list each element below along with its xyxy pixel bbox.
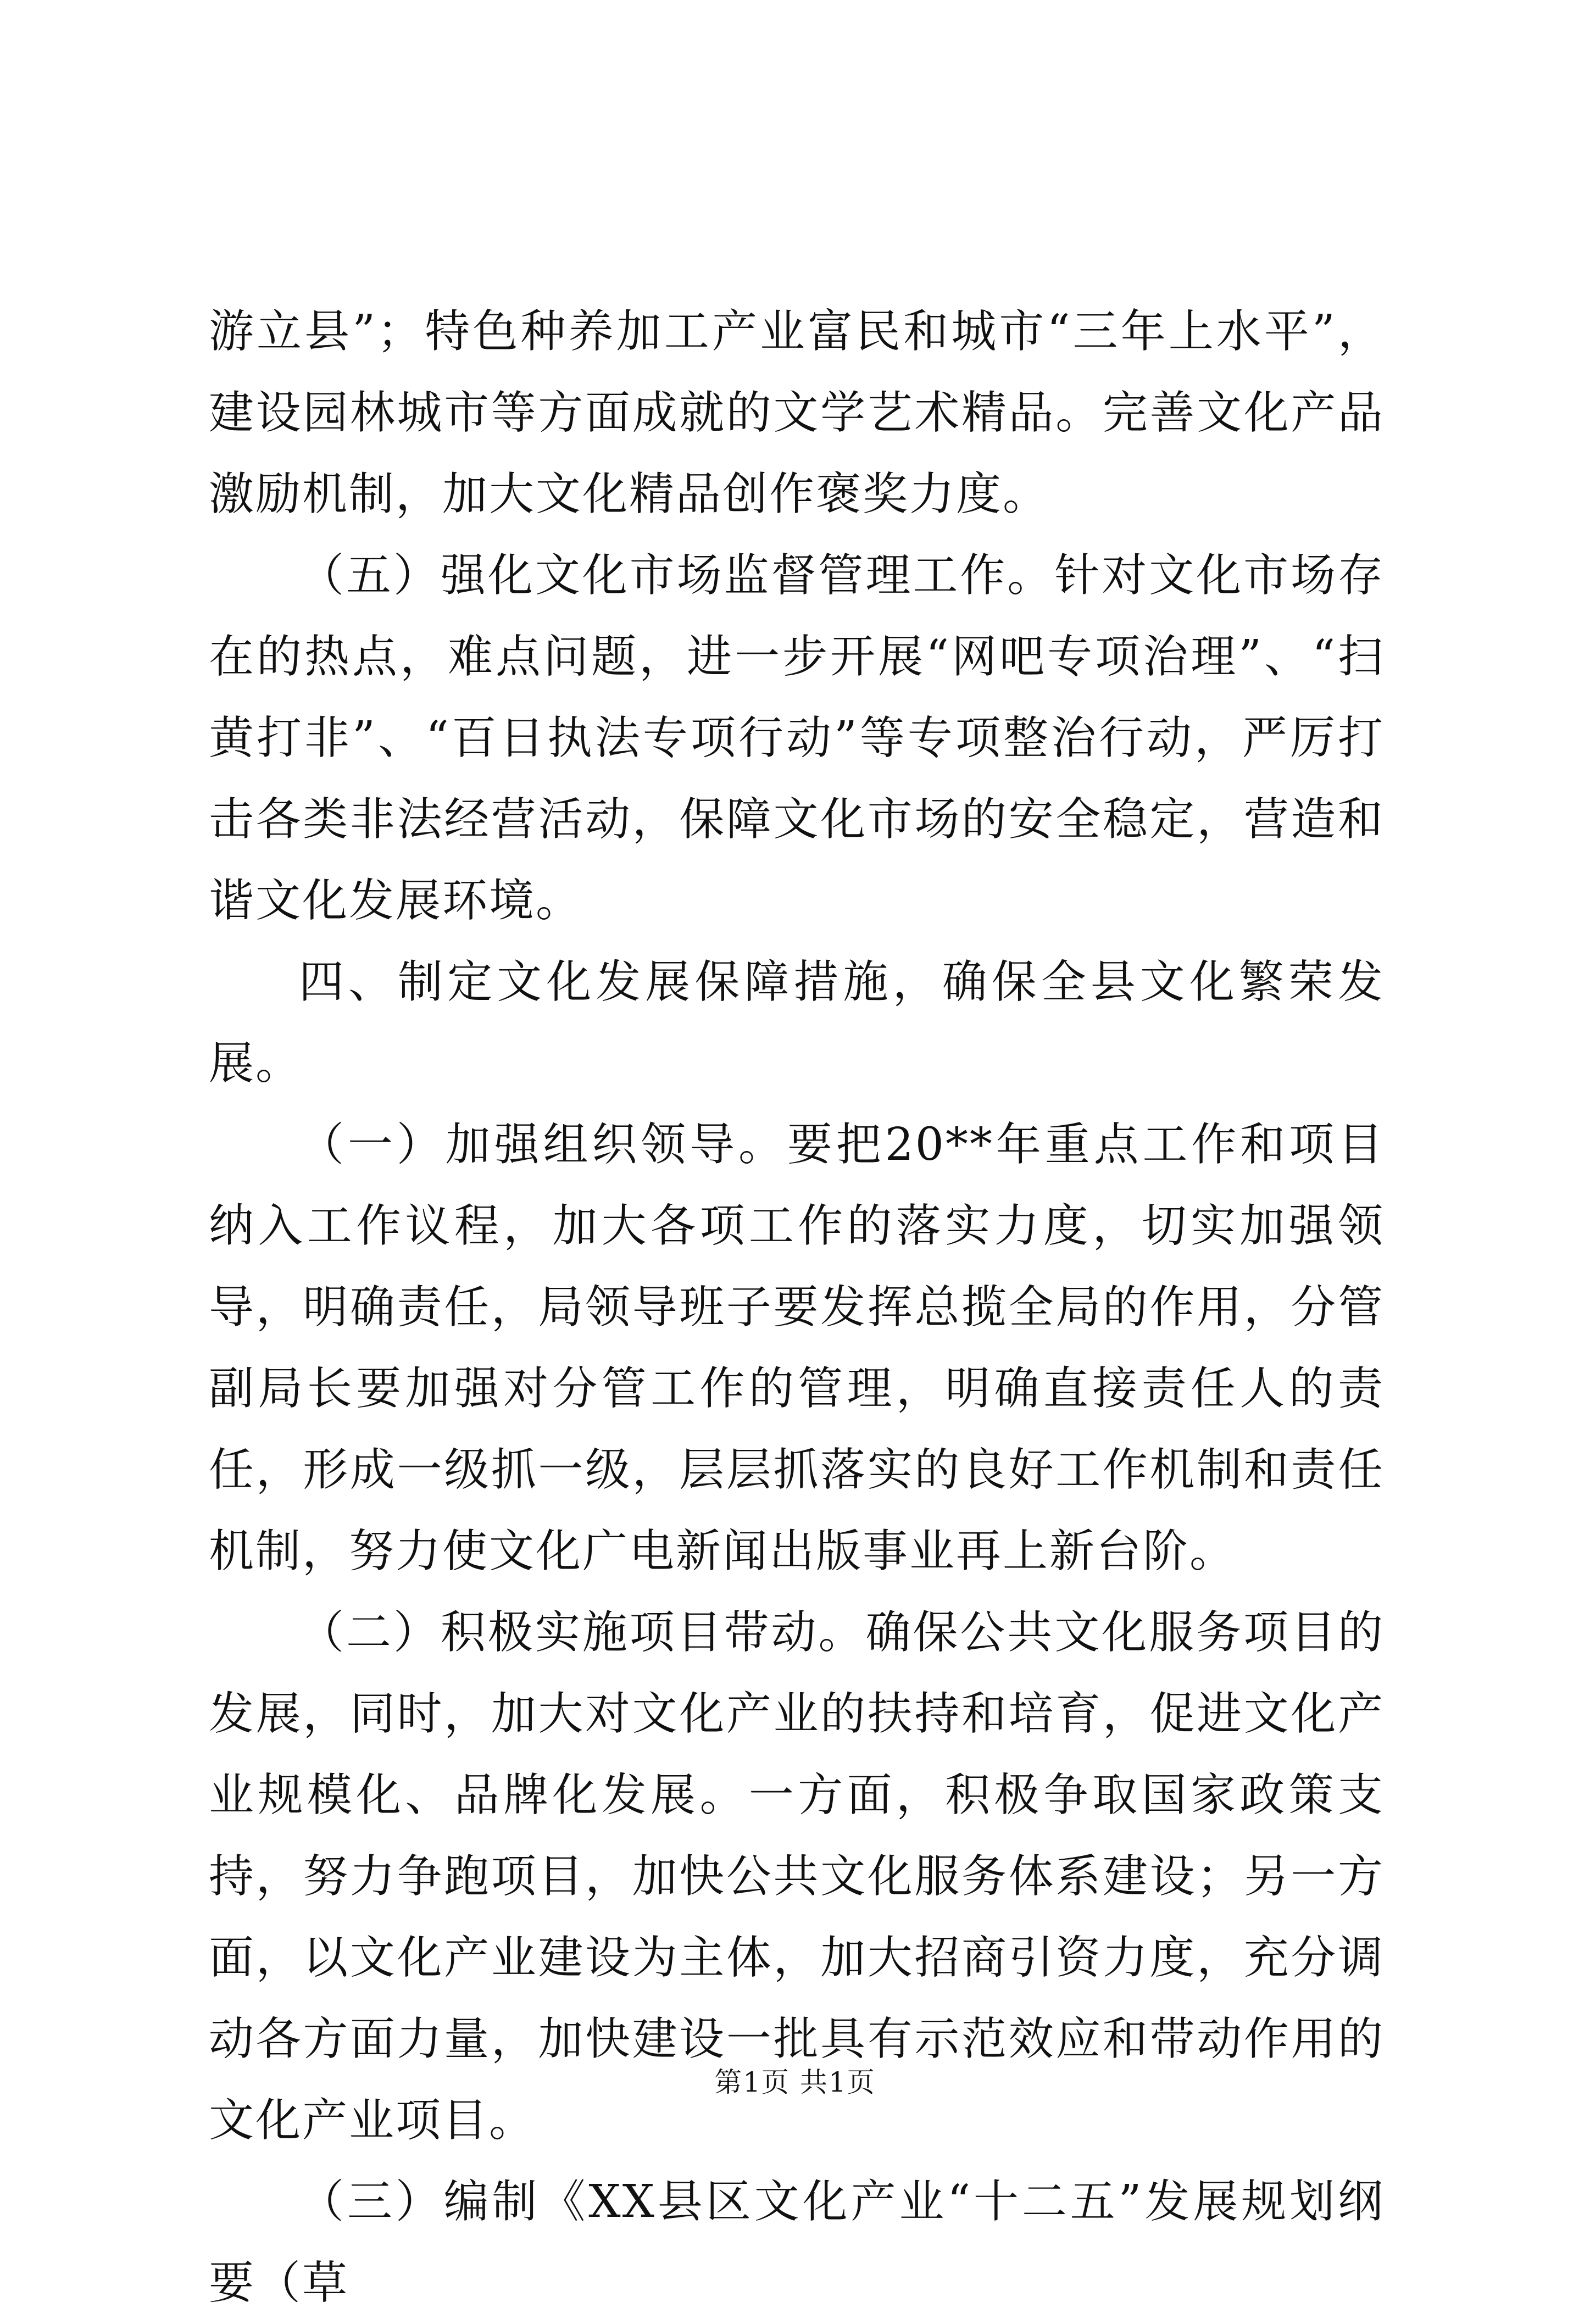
paragraph-subsection-3: （三）编制《XX县区文化产业“十二五”发展规划纲要（草 — [209, 2176, 1385, 2309]
heading-section-4: 四、制定文化发展保障措施，确保全县文化繁荣发展。 — [209, 956, 1385, 1089]
paragraph-subsection-1: （一）加强组织领导。要把20**年重点工作和项目纳入工作议程，加大各项工作的落实力度，切实加强领导，明确责任，局领导班子要发挥总揽全局的作用，分管副局长要加强对分管工作的管理，明确直接责任人的责任，形成一级抓一级，层层抓落实的良好工作机制和责任机制，努力使文化广电新闻出版事业再上新台阶。 — [209, 1119, 1385, 1577]
paragraph-subsection-2: （二）积极实施项目带动。确保公共文化服务项目的发展，同时，加大对文化产业的扶持和培育，促进文化产业规模化、品牌化发展。一方面，积极争取国家政策支持，努力争跑项目，加快公共文化服务体系建设；另一方面，以文化产业建设为主体，加大招商引资力度，充分调动各方面力量，加快建设一批具有示范效应和带动作用的文化产业项目。 — [209, 1606, 1385, 2147]
page-number: 第1页 共1页 — [714, 2066, 876, 2098]
page-footer — [0, 2063, 1590, 2101]
paragraph-section-5: （五）强化文化市场监督管理工作。针对文化市场存在的热点，难点问题，进一步开展“网吧专项治理”、“扫黄打非”、“百日执法专项行动”等专项整治行动，严厉打击各类非法经营活动，保障文化市场的安全稳定，营造和谐文化发展环境。 — [209, 549, 1385, 927]
paragraph-continuation: 游立县”；特色种养加工产业富民和城市“三年上水平”，建设园林城市等方面成就的文学艺术精品。完善文化产品激励机制，加大文化精品创作褒奖力度。 — [209, 305, 1385, 520]
document-body — [209, 291, 1385, 2324]
